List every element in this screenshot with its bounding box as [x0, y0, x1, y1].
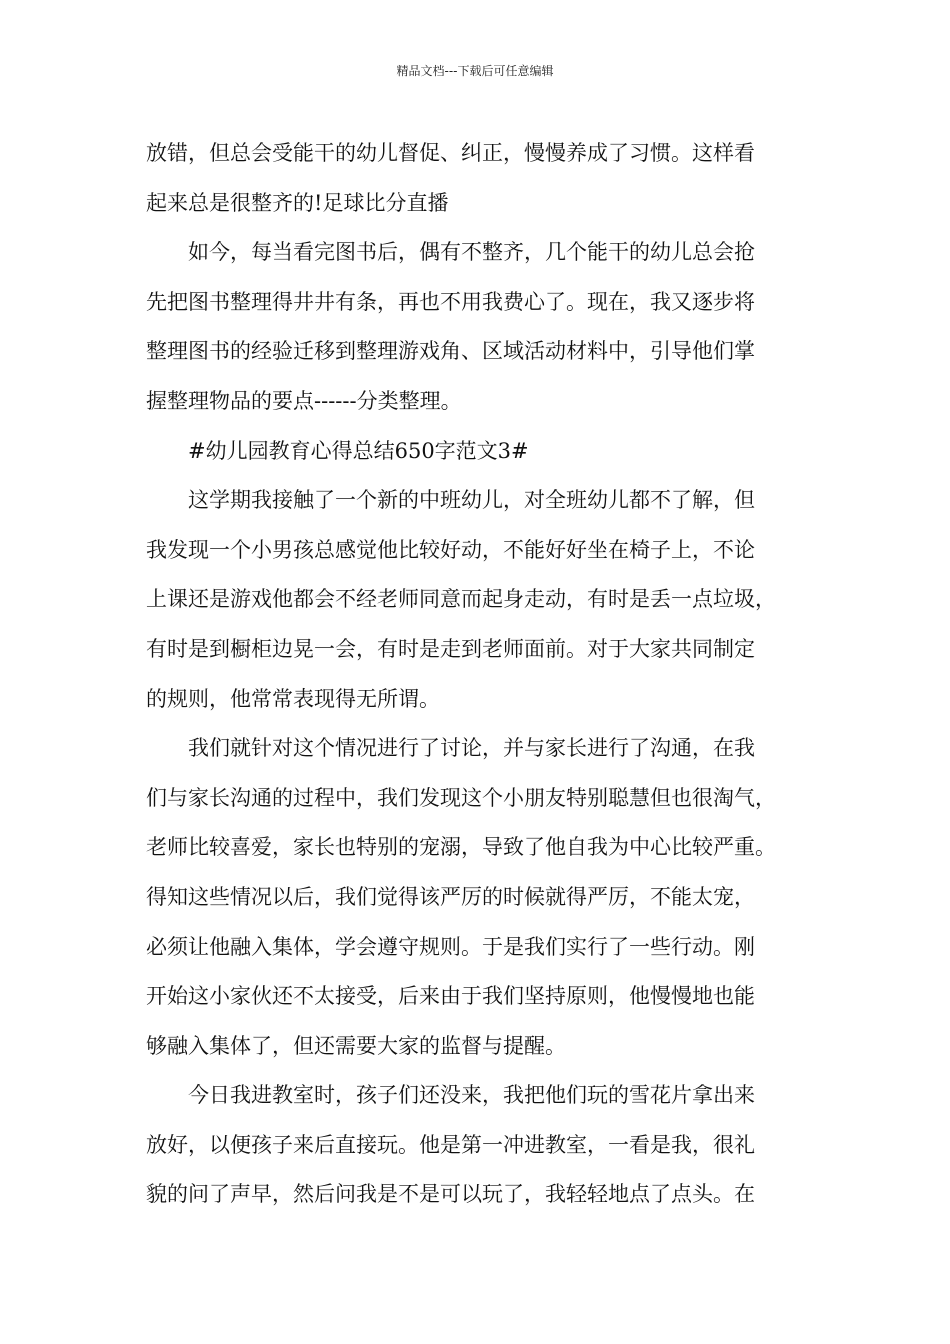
text-line: 够融入集体了，但还需要大家的监督与提醒。	[146, 1033, 566, 1058]
text-line: 必须让他融入集体，学会遵守规则。于是我们实行了一些行动。刚	[146, 934, 755, 959]
text-line: 握整理物品的要点------分类整理。	[146, 388, 462, 413]
text-line: 有时是到橱柜边晃一会，有时是走到老师面前。对于大家共同制定	[146, 636, 755, 661]
text-line: 老师比较喜爱，家长也特别的宠溺，导致了他自我为中心比较严重。	[146, 835, 776, 860]
text-line: 上课还是游戏他都会不经老师同意而起身走动，有时是丢一点垃圾，	[146, 587, 776, 612]
text-line: 这学期我接触了一个新的中班幼儿，对全班幼儿都不了解，但	[188, 488, 755, 513]
text-line: 放错，但总会受能干的幼儿督促、纠正，慢慢养成了习惯。这样看	[146, 141, 755, 165]
text-line: 放好，以便孩子来后直接玩。他是第一冲进教室，一看是我，很礼	[146, 1132, 755, 1157]
text-line: 得知这些情况以后，我们觉得该严厉的时候就得严厉，不能太宠，	[146, 884, 755, 909]
text-line: 整理图书的经验迁移到整理游戏角、区域活动材料中，引导他们掌	[146, 339, 755, 364]
text-line: 先把图书整理得井井有条，再也不用我费心了。现在，我又逐步将	[146, 289, 755, 314]
text-line: 开始这小家伙还不太接受，后来由于我们坚持原则，他慢慢地也能	[146, 984, 755, 1009]
text-line: 如今，每当看完图书后，偶有不整齐，几个能干的幼儿总会抢	[188, 240, 755, 265]
section-heading: #幼儿园教育心得总结650字范文3#	[188, 438, 529, 463]
text-line: 的规则，他常常表现得无所谓。	[146, 686, 440, 711]
text-line: 我们就针对这个情况进行了讨论，并与家长进行了沟通，在我	[188, 736, 755, 761]
text-line: 起来总是很整齐的!足球比分直播	[146, 190, 449, 215]
text-line: 我发现一个小男孩总感觉他比较好动，不能好好坐在椅子上，不论	[146, 537, 755, 562]
text-line: 们与家长沟通的过程中，我们发现这个小朋友特别聪慧但也很淘气，	[146, 785, 776, 810]
page-header: 精品文档---下载后可任意编辑	[396, 64, 554, 78]
text-line: 今日我进教室时，孩子们还没来，我把他们玩的雪花片拿出来	[188, 1083, 755, 1108]
text-line: 貌的问了声早，然后问我是不是可以玩了，我轻轻地点了点头。在	[146, 1182, 755, 1207]
document-body	[146, 132, 826, 1223]
